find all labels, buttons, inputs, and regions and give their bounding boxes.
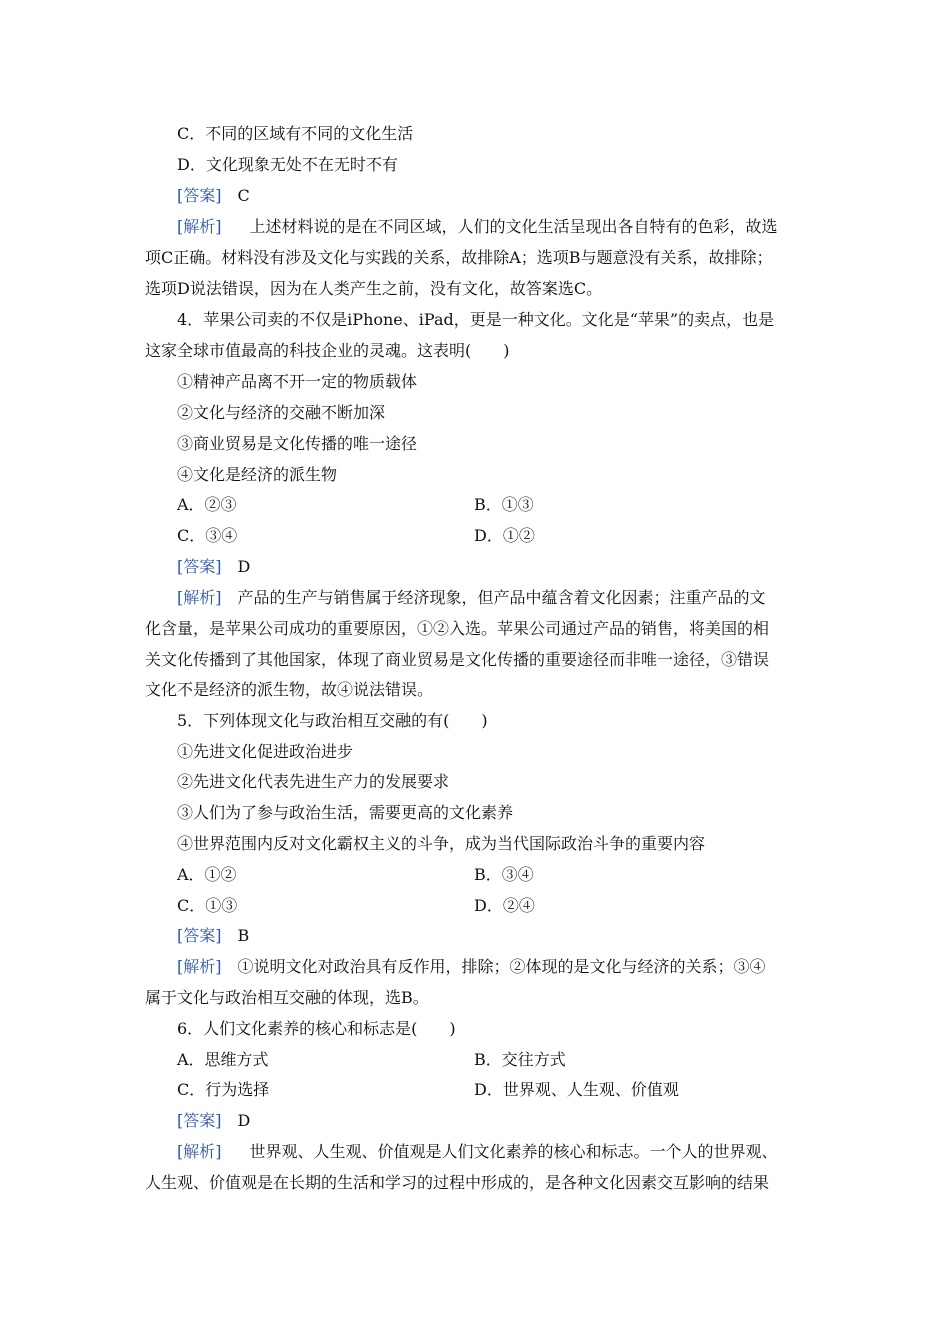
answer-tag: [答案] [177, 186, 222, 205]
q5-stem: 5．下列体现文化与政治相互交融的有( ) [177, 711, 488, 730]
q6-stem: 6．人们文化素养的核心和标志是( ) [177, 1019, 456, 1038]
q4-option-b: B．①③ [474, 495, 534, 514]
q5-analysis-line-1: [解析] ①说明文化对政治具有反作用，排除；②体现的是文化与经济的关系；③④ [177, 957, 766, 976]
q6-analysis-line-2: 人生观、价值观是在长期的生活和学习的过程中形成的，是各种文化因素交互影响的结果 [145, 1173, 770, 1192]
q5-item-4: ④世界范围内反对文化霸权主义的斗争，成为当代国际政治斗争的重要内容 [177, 834, 706, 853]
q6-option-d: D．世界观、人生观、价值观 [474, 1080, 679, 1099]
q6-option-b: B．交往方式 [474, 1050, 566, 1069]
q3-analysis-line-3: 选项D说法错误，因为在人类产生之前，没有文化，故答案选C。 [145, 279, 603, 298]
analysis-tag: [解析] [177, 217, 222, 236]
q3-answer [177, 186, 250, 208]
q4-item-4: ④文化是经济的派生物 [177, 465, 338, 484]
answer-value: B [237, 926, 250, 945]
q4-analysis-line-1: [解析] 产品的生产与销售属于经济现象，但产品中蕴含着文化因素；注重产品的文 [177, 588, 766, 607]
answer-value: C [237, 186, 250, 205]
answer-tag: [答案] [177, 926, 222, 945]
q3-option-c: C．不同的区域有不同的文化生活 [177, 124, 414, 143]
q4-analysis-line-2: 化含量，是苹果公司成功的重要原因，①②入选。苹果公司通过产品的销售，将美国的相 [145, 619, 770, 638]
q4-option-c: C．③④ [177, 526, 238, 545]
q4-item-2: ②文化与经济的交融不断加深 [177, 403, 386, 422]
analysis-tag: [解析] [177, 1142, 222, 1161]
analysis-tag: [解析] [177, 957, 222, 976]
q4-option-a: A．②③ [177, 495, 237, 514]
q4-stem-line-2: 这家全球市值最高的科技企业的灵魂。这表明( ) [145, 341, 510, 360]
q5-item-3: ③人们为了参与政治生活，需要更高的文化素养 [177, 803, 514, 822]
q6-option-a: A．思维方式 [177, 1050, 269, 1069]
answer-tag: [答案] [177, 1111, 222, 1130]
q6-option-c: C．行为选择 [177, 1080, 270, 1099]
analysis-tag: [解析] [177, 588, 222, 607]
q3-analysis-line-2: 项C正确。材料没有涉及文化与实践的关系，故排除A；选项B与题意没有关系，故排除； [145, 248, 773, 267]
q3-analysis-line-1: [解析] 上述材料说的是在不同区域，人们的文化生活呈现出各自特有的色彩，故选 [177, 217, 778, 236]
q5-analysis-line-2: 属于文化与政治相互交融的体现，选B。 [145, 988, 429, 1007]
q5-option-d: D．②④ [474, 896, 535, 915]
q4-stem-line-1: 4．苹果公司卖的不仅是iPhone、iPad，更是一种文化。文化是“苹果”的卖点，也是 [177, 310, 775, 329]
q4-item-1: ①精神产品离不开一定的物质载体 [177, 372, 418, 391]
answer-value: D [237, 557, 251, 576]
answer-value: D [237, 1111, 251, 1130]
q4-analysis-line-4: 文化不是经济的派生物，故④说法错误。 [145, 680, 434, 699]
answer-tag: [答案] [177, 557, 222, 576]
q4-answer [177, 557, 250, 579]
q5-item-2: ②先进文化代表先进生产力的发展要求 [177, 772, 450, 791]
q5-item-1: ①先进文化促进政治进步 [177, 742, 354, 761]
q4-option-d: D．①② [474, 526, 535, 545]
q5-option-c: C．①③ [177, 896, 238, 915]
q4-analysis-line-3: 关文化传播到了其他国家，体现了商业贸易是文化传播的重要途径而非唯一途径，③错误 [145, 650, 770, 669]
q5-option-b: B．③④ [474, 865, 534, 884]
q5-answer [177, 926, 249, 948]
q6-answer [177, 1111, 250, 1133]
q6-analysis-line-1: [解析] 世界观、人生观、价值观是人们文化素养的核心和标志。一个人的世界观、 [177, 1142, 778, 1161]
q3-option-d: D．文化现象无处不在无时不有 [177, 155, 398, 174]
q5-option-a: A．①② [177, 865, 237, 884]
q4-item-3: ③商业贸易是文化传播的唯一途径 [177, 434, 418, 453]
